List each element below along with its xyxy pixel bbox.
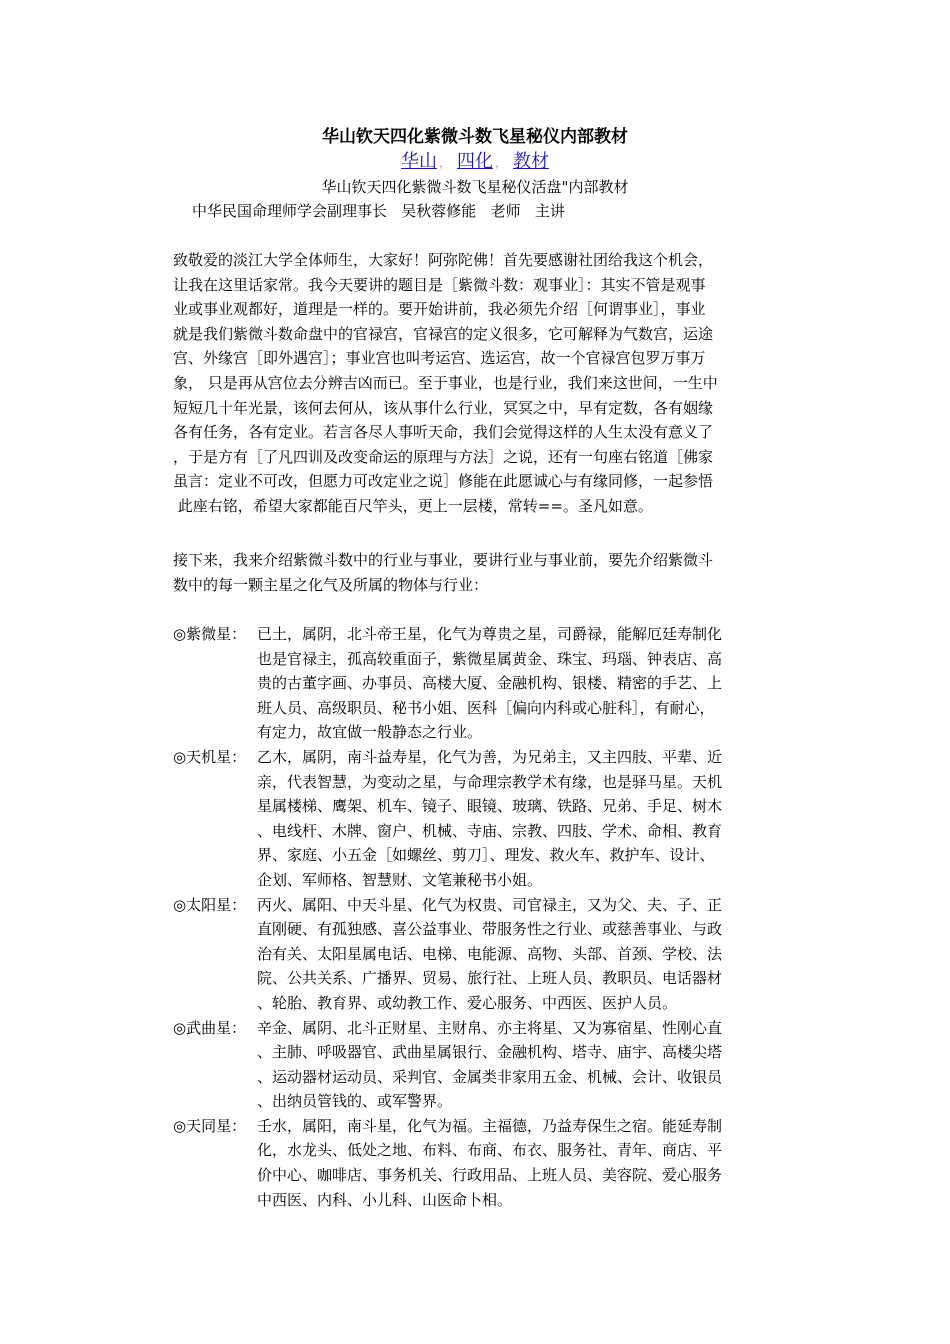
star-entry-tianji (173, 745, 783, 893)
tag-link-sihua[interactable]: 四化 (457, 151, 493, 172)
star-description (257, 893, 783, 1016)
star-line: 乙木，属阴，南斗益寿星，化气为善，为兄弟主，又主四肢、平辈、近 (257, 747, 723, 766)
tag-separator: ， (438, 156, 451, 170)
star-line: 价中心、咖啡店、事务机关、行政用品、上班人员、美容院、爱心服务 (257, 1166, 723, 1185)
star-line: 已土，属阴，北斗帝王星，化气为尊贵之星，司爵禄，能解厄廷寿制化 (257, 625, 723, 643)
star-line: 、主肺、呼吸器官、武曲星属银行、金融机构、塔寺、庙宇、高楼尖塔 (257, 1043, 723, 1062)
document-title: 华山钦天四化紫微斗数飞星秘仪内部教材 (322, 127, 628, 147)
star-line: 壬水，属阳，南斗星，化气为福。主福德，乃益寿保生之宿。能延寿制 (257, 1116, 723, 1135)
star-entry-ziwei (173, 622, 783, 745)
intro-paragraph (173, 248, 783, 519)
star-line: 企划、军师格、智慧财、文笔兼秘书小姐。 (257, 870, 543, 889)
star-description (257, 1016, 783, 1114)
tag-link-huashan[interactable]: 华山 (400, 151, 437, 172)
author-line: 中华民国命理师学会副理事长 吴秋蓉修能 老师 主讲 (192, 202, 565, 220)
paragraph-line: 宫、外缘宫［即外遇宫］；事业宫也叫考运宫、选运宫，故一个官禄宫包罗万事万 (173, 349, 706, 368)
document-subtitle: 华山钦天四化紫微斗数飞星秘仪活盘"内部教材 (321, 178, 629, 196)
paragraph-line: 各有任务，各有定业。若言各尽人事听天命，我们会觉得这样的人生太没有意义了 (173, 423, 714, 442)
tag-link-jiaocai[interactable]: 教材 (513, 151, 550, 172)
star-label: ◎天同星： (173, 1116, 247, 1135)
paragraph-line: 接下来，我来介绍紫微斗数中的行业与事业，要讲行业与事业前，要先介绍紫微斗 (173, 551, 714, 569)
star-line: 、轮胎、教育界、或幼教工作、爱心服务、中西医、医护人员。 (257, 993, 678, 1012)
star-line: 化，水龙头、低处之地、布料、布商、布衣、服务社、青年、商店、平 (257, 1141, 723, 1160)
paragraph-line: 业或事业观都好，道理是一样的。要开始讲前，我必须先介绍［何谓事业］，事业 (173, 300, 706, 319)
star-line: 界、家庭、小五金［如螺丝、剪刀］、理发、救火车、救护车、设计、 (257, 846, 715, 865)
paragraph-line: 让我在这里话家常。我今天要讲的题目是［紫微斗数：观事业］：其实不管是观事 (173, 275, 706, 294)
paragraph-line: 象， 只是再从宫位去分辨吉凶而已。至于事业，也是行业，我们来这世间，一生中 (173, 373, 718, 392)
star-description (257, 1114, 783, 1212)
star-line: 、运动器材运动员、采判官、金属类非家用五金、机械、会计、收银员 (257, 1067, 723, 1086)
paragraph-line: 此座右铭，希望大家都能百尺竿头，更上一层楼，常转==。圣凡如意。 (173, 496, 653, 515)
star-line: 辛金、属阴、北斗正财星、主财帛、亦主将星、又为寡宿星、性刚心直 (257, 1018, 723, 1037)
star-entry-tiantong (173, 1114, 783, 1212)
star-label: ◎太阳星： (173, 895, 247, 914)
star-line: 、出纳员管钱的、或军警界。 (257, 1092, 453, 1111)
star-line: 院、公共关系、广播界、贸易、旅行社、上班人员、教职员、电话器材 (257, 969, 723, 988)
paragraph-line: 就是我们紫微斗数命盘中的官禄宫，官禄宫的定义很多，它可解释为气数宫，运途 (173, 324, 714, 343)
star-line: 丙火、属阳、中天斗星、化气为权贵、司官禄主，又为父、夫、子、正 (257, 895, 723, 914)
star-line: 中西医、内科、小儿科、山医命卜相。 (257, 1190, 513, 1209)
star-line: 有定力，故宜做一般静态之行业。 (257, 723, 483, 742)
tag-separator: ， (495, 156, 508, 170)
transition-paragraph (173, 548, 783, 597)
star-entry-taiyang (173, 893, 783, 1016)
star-line: 亲，代表智慧，为变动之星，与命理宗教学术有缘，也是驿马星。天机 (257, 772, 723, 791)
star-label: ◎紫微星： (173, 625, 247, 643)
paragraph-line: 虽言：定业不可改，但愿力可改定业之说］修能在此愿诚心与有缘同修，一起参悟 (173, 472, 714, 491)
star-line: 班人员、高级职员、秘书小姐、医科［偏向内科或心脏科］，有耐心， (257, 698, 715, 717)
star-description (257, 745, 783, 893)
star-list (173, 622, 783, 1212)
star-line: 也是官禄主，孤高较重面子，紫微星属黄金、珠宝、玛瑙、钟表店、高 (257, 649, 723, 668)
paragraph-line: 致敬爱的淡江大学全体师生，大家好！阿弥陀佛！首先要感谢社团给我这个机会， (173, 251, 714, 269)
star-line: 星属楼梯、鹰架、机车、镜子、眼镜、玻璃、铁路、兄弟、手足、树木 (257, 797, 723, 816)
tag-list (0, 148, 950, 177)
star-line: 、电线杆、木牌、窗户、机械、寺庙、宗教、四肢、学术、命相、教育 (257, 821, 723, 840)
star-line: 直刚硬、有孤独感、喜公益事业、带服务性之行业、或慈善事业、与政 (257, 920, 723, 939)
paragraph-line: 短短几十年光景，该何去何从，该从事什么行业，冥冥之中，早有定数，各有姻缘 (173, 398, 714, 417)
star-line: 贵的古董字画、办事员、高楼大厦、金融机构、银楼、精密的手艺、上 (257, 674, 723, 693)
star-description (257, 622, 783, 745)
star-label: ◎天机星： (173, 747, 247, 766)
star-line: 治有关、太阳星属电话、电梯、电能源、高物、头部、首颈、学校、法 (257, 944, 723, 963)
star-entry-wuqu (173, 1016, 783, 1114)
paragraph-line: 数中的每一颗主星之化气及所属的物体与行业： (173, 575, 489, 594)
star-label: ◎武曲星： (173, 1018, 247, 1037)
paragraph-line: ，于是方有［了凡四训及改变命运的原理与方法］之说，还有一句座右铭道［佛家 (173, 447, 714, 466)
